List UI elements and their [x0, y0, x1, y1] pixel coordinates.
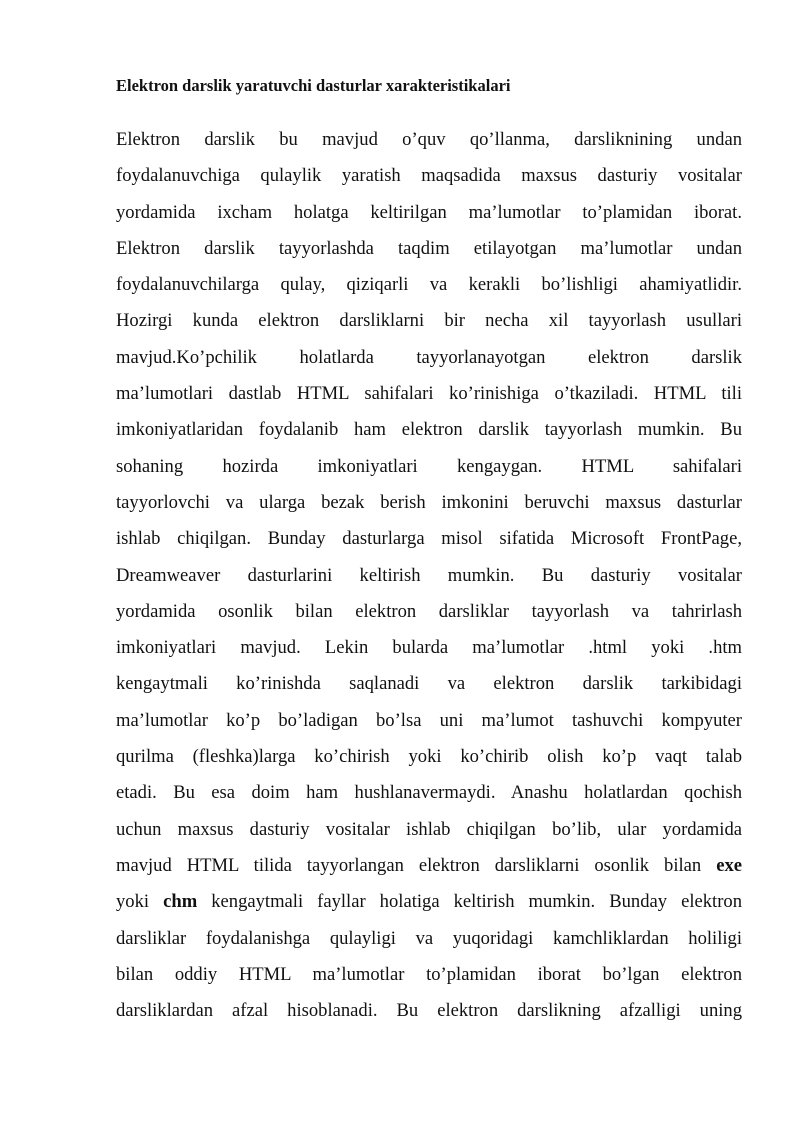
text-line: ma’lumotlar ko’p bo’ladigan bo’lsa uni ma’lumot tashuvchi kompyuter: [116, 709, 742, 731]
text-line: sohaning hozirda imkoniyatlari kengaygan. HTML sahifalari: [116, 455, 742, 477]
document-body-paragraph: [116, 126, 742, 1033]
text-line: qurilma (fleshka)larga ko’chirish yoki ko’chirib olish ko’p vaqt talab: [116, 746, 742, 768]
text-line: [116, 852, 742, 888]
text-line: uchun maxsus dasturiy vositalar ishlab chiqilgan bo’lib, ular yordamida: [116, 818, 742, 840]
exe-extension: exe: [716, 854, 742, 876]
text-line: kengaytmali ko’rinishda saqlanadi va elektron darslik tarkibidagi: [116, 673, 742, 695]
text-line: tayyorlovchi va ularga bezak berish imkonini beruvchi maxsus dasturlar: [116, 491, 742, 513]
text-line: yordamida osonlik bilan elektron darsliklar tayyorlash va tahrirlash: [116, 600, 742, 622]
text-line: etadi. Bu esa doim ham hushlanavermaydi. Anashu holatlardan qochish: [116, 782, 742, 804]
text-line: Elektron darslik tayyorlashda taqdim etilayotgan ma’lumotlar undan: [116, 237, 742, 259]
text-line: darsliklardan afzal hisoblanadi. Bu elektron darslikning afzalligi uning: [116, 1000, 742, 1022]
text-segment: yoki: [116, 891, 150, 913]
text-line: foydalanuvchiga qulaylik yaratish maqsadida maxsus dasturiy vositalar: [116, 165, 742, 187]
text-line: Elektron darslik bu mavjud o’quv qo’llanma, darsliknining undan: [116, 129, 742, 150]
text-line: ishlab chiqilgan. Bunday dasturlarga misol sifatida Microsoft FrontPage,: [116, 528, 742, 550]
text-line: [116, 888, 742, 924]
text-line: Dreamweaver dasturlarini keltirish mumkin. Bu dasturiy vositalar: [116, 564, 742, 586]
text-segment: mavjud HTML tilida tayyorlangan elektron darsliklarni osonlik bilan: [116, 854, 702, 876]
text-line: mavjud.Ko’pchilik holatlarda tayyorlanayotgan elektron darslik: [116, 346, 742, 368]
document-heading: Elektron darslik yaratuvchi dasturlar xarakteristikalari: [116, 76, 511, 95]
text-line: Hozirgi kunda elektron darsliklarni bir necha xil tayyorlash usullari: [116, 310, 742, 332]
text-line: foydalanuvchilarga qulay, qiziqarli va kerakli bo’lishligi ahamiyatlidir.: [116, 274, 742, 296]
text-line: yordamida ixcham holatga keltirilgan ma’lumotlar to’plamidan iborat.: [116, 201, 742, 223]
text-line: darsliklar foydalanishga qulayligi va yuqoridagi kamchliklardan holiligi: [116, 927, 742, 949]
text-line: bilan oddiy HTML ma’lumotlar to’plamidan iborat bo’lgan elektron: [116, 963, 742, 985]
text-line: ma’lumotlari dastlab HTML sahifalari ko’rinishiga o’tkaziladi. HTML tili: [116, 383, 742, 405]
text-line: imkoniyatlaridan foydalanib ham elektron darslik tayyorlash mumkin. Bu: [116, 419, 742, 441]
text-segment: kengaytmali fayllar holatiga keltirish mumkin. Bunday elektron: [211, 891, 742, 913]
text-line: imkoniyatlari mavjud. Lekin bularda ma’lumotlar .html yoki .htm: [116, 637, 742, 659]
chm-extension: chm: [163, 891, 198, 913]
